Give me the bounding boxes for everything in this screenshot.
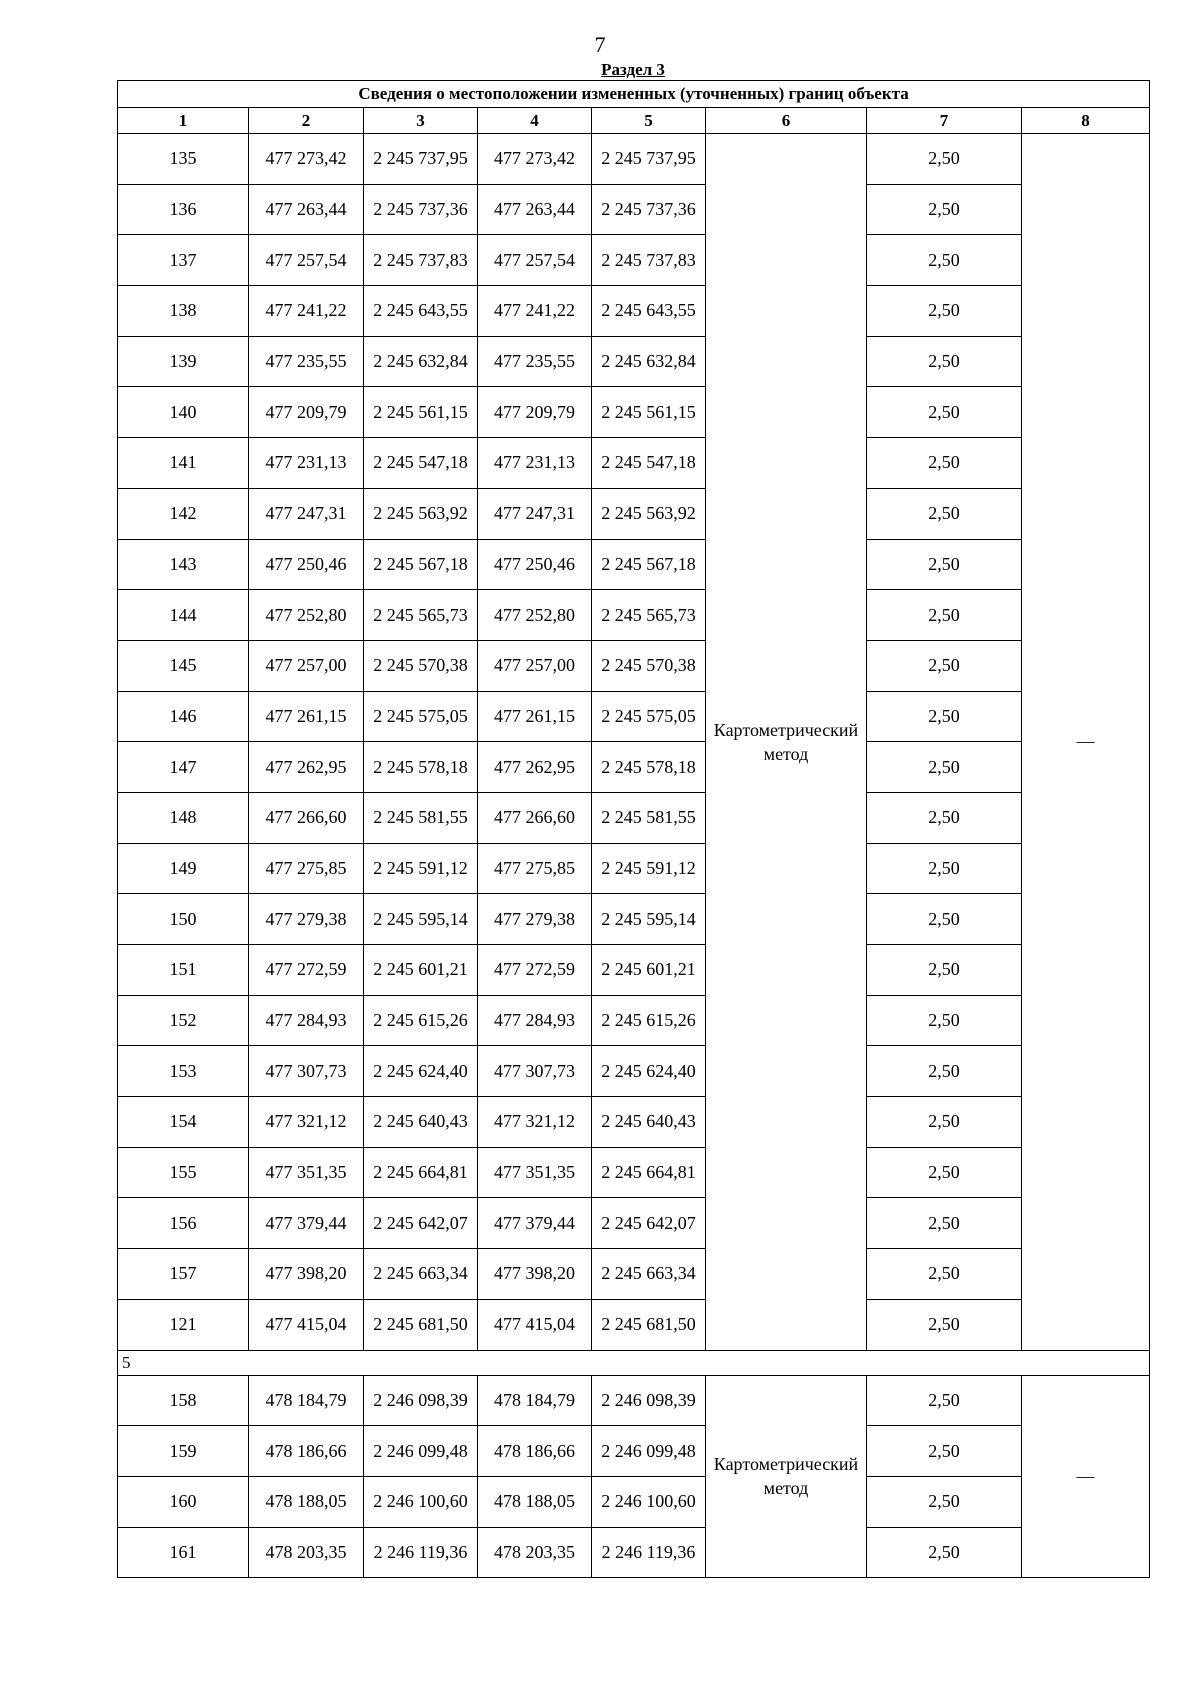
y-existing-cell: 2 245 565,73 xyxy=(364,590,478,641)
method-cell: Картометрический метод xyxy=(706,134,867,1351)
x-new-cell: 477 263,44 xyxy=(478,184,592,235)
y-existing-cell: 2 245 570,38 xyxy=(364,640,478,691)
precision-cell: 2,50 xyxy=(867,539,1022,590)
point-number-cell: 140 xyxy=(118,387,249,438)
y-existing-cell: 2 246 119,36 xyxy=(364,1527,478,1578)
x-new-cell: 477 261,15 xyxy=(478,691,592,742)
x-existing-cell: 477 415,04 xyxy=(249,1299,364,1350)
precision-cell: 2,50 xyxy=(867,1527,1022,1578)
x-existing-cell: 477 284,93 xyxy=(249,995,364,1046)
x-new-cell: 477 250,46 xyxy=(478,539,592,590)
table-row xyxy=(118,1299,1150,1350)
x-new-cell: 477 241,22 xyxy=(478,286,592,337)
y-existing-cell: 2 245 561,15 xyxy=(364,387,478,438)
y-existing-cell: 2 246 098,39 xyxy=(364,1375,478,1426)
precision-cell: 2,50 xyxy=(867,894,1022,945)
table-row xyxy=(118,1375,1150,1426)
column-number: 2 xyxy=(249,108,364,134)
x-existing-cell: 478 184,79 xyxy=(249,1375,364,1426)
point-number-cell: 159 xyxy=(118,1426,249,1477)
x-existing-cell: 477 307,73 xyxy=(249,1046,364,1097)
y-new-cell: 2 245 595,14 xyxy=(592,894,706,945)
coordinates-table xyxy=(117,80,1150,1578)
x-new-cell: 477 266,60 xyxy=(478,792,592,843)
precision-cell: 2,50 xyxy=(867,691,1022,742)
y-existing-cell: 2 245 595,14 xyxy=(364,894,478,945)
x-new-cell: 477 351,35 xyxy=(478,1147,592,1198)
y-new-cell: 2 245 640,43 xyxy=(592,1097,706,1148)
x-new-cell: 477 321,12 xyxy=(478,1097,592,1148)
column-number: 7 xyxy=(867,108,1022,134)
point-number-cell: 137 xyxy=(118,235,249,286)
y-new-cell: 2 245 570,38 xyxy=(592,640,706,691)
table-row xyxy=(118,995,1150,1046)
table-row xyxy=(118,235,1150,286)
table-row xyxy=(118,438,1150,489)
point-number-cell: 160 xyxy=(118,1476,249,1527)
table-row xyxy=(118,387,1150,438)
point-number-cell: 157 xyxy=(118,1249,249,1300)
y-new-cell: 2 245 575,05 xyxy=(592,691,706,742)
table-row xyxy=(118,1527,1150,1578)
table-row xyxy=(118,843,1150,894)
precision-cell: 2,50 xyxy=(867,1476,1022,1527)
precision-cell: 2,50 xyxy=(867,336,1022,387)
y-new-cell: 2 245 578,18 xyxy=(592,742,706,793)
table-row xyxy=(118,1249,1150,1300)
table-row xyxy=(118,539,1150,590)
y-new-cell: 2 245 547,18 xyxy=(592,438,706,489)
table-row xyxy=(118,792,1150,843)
precision-cell: 2,50 xyxy=(867,286,1022,337)
y-new-cell: 2 245 663,34 xyxy=(592,1249,706,1300)
precision-cell: 2,50 xyxy=(867,438,1022,489)
y-new-cell: 2 245 567,18 xyxy=(592,539,706,590)
precision-cell: 2,50 xyxy=(867,1299,1022,1350)
x-new-cell: 477 415,04 xyxy=(478,1299,592,1350)
y-new-cell: 2 245 561,15 xyxy=(592,387,706,438)
y-new-cell: 2 245 615,26 xyxy=(592,995,706,1046)
table-row xyxy=(118,286,1150,337)
x-new-cell: 477 273,42 xyxy=(478,134,592,185)
x-new-cell: 477 398,20 xyxy=(478,1249,592,1300)
precision-cell: 2,50 xyxy=(867,590,1022,641)
point-number-cell: 144 xyxy=(118,590,249,641)
x-new-cell: 478 203,35 xyxy=(478,1527,592,1578)
x-existing-cell: 478 203,35 xyxy=(249,1527,364,1578)
precision-cell: 2,50 xyxy=(867,640,1022,691)
y-new-cell: 2 245 681,50 xyxy=(592,1299,706,1350)
y-new-cell: 2 246 098,39 xyxy=(592,1375,706,1426)
group-label-row xyxy=(118,1350,1150,1375)
x-new-cell: 477 279,38 xyxy=(478,894,592,945)
y-existing-cell: 2 245 632,84 xyxy=(364,336,478,387)
table-row xyxy=(118,640,1150,691)
y-new-cell: 2 245 632,84 xyxy=(592,336,706,387)
point-number-cell: 146 xyxy=(118,691,249,742)
precision-cell: 2,50 xyxy=(867,1147,1022,1198)
table-row xyxy=(118,488,1150,539)
y-existing-cell: 2 245 624,40 xyxy=(364,1046,478,1097)
y-existing-cell: 2 246 099,48 xyxy=(364,1426,478,1477)
column-number: 1 xyxy=(118,108,249,134)
precision-cell: 2,50 xyxy=(867,1375,1022,1426)
point-number-cell: 150 xyxy=(118,894,249,945)
precision-cell: 2,50 xyxy=(867,387,1022,438)
x-existing-cell: 477 209,79 xyxy=(249,387,364,438)
y-existing-cell: 2 245 737,83 xyxy=(364,235,478,286)
column-number: 3 xyxy=(364,108,478,134)
y-existing-cell: 2 245 547,18 xyxy=(364,438,478,489)
table-row xyxy=(118,184,1150,235)
y-existing-cell: 2 245 578,18 xyxy=(364,742,478,793)
x-existing-cell: 477 247,31 xyxy=(249,488,364,539)
y-new-cell: 2 245 565,73 xyxy=(592,590,706,641)
table-row xyxy=(118,1046,1150,1097)
y-new-cell: 2 245 591,12 xyxy=(592,843,706,894)
point-number-cell: 147 xyxy=(118,742,249,793)
table-row xyxy=(118,1147,1150,1198)
y-existing-cell: 2 245 737,95 xyxy=(364,134,478,185)
x-new-cell: 477 275,85 xyxy=(478,843,592,894)
x-existing-cell: 477 275,85 xyxy=(249,843,364,894)
x-existing-cell: 477 261,15 xyxy=(249,691,364,742)
column-number: 6 xyxy=(706,108,867,134)
x-new-cell: 477 247,31 xyxy=(478,488,592,539)
note-cell: — xyxy=(1022,134,1150,1351)
point-number-cell: 145 xyxy=(118,640,249,691)
x-new-cell: 477 252,80 xyxy=(478,590,592,641)
precision-cell: 2,50 xyxy=(867,792,1022,843)
y-new-cell: 2 246 099,48 xyxy=(592,1426,706,1477)
x-existing-cell: 477 321,12 xyxy=(249,1097,364,1148)
x-new-cell: 477 379,44 xyxy=(478,1198,592,1249)
point-number-cell: 138 xyxy=(118,286,249,337)
column-numbers-row xyxy=(118,108,1150,134)
x-existing-cell: 477 379,44 xyxy=(249,1198,364,1249)
x-existing-cell: 477 398,20 xyxy=(249,1249,364,1300)
point-number-cell: 156 xyxy=(118,1198,249,1249)
y-new-cell: 2 245 643,55 xyxy=(592,286,706,337)
y-new-cell: 2 245 581,55 xyxy=(592,792,706,843)
y-existing-cell: 2 245 643,55 xyxy=(364,286,478,337)
x-existing-cell: 477 252,80 xyxy=(249,590,364,641)
y-existing-cell: 2 245 563,92 xyxy=(364,488,478,539)
column-number: 5 xyxy=(592,108,706,134)
y-existing-cell: 2 245 664,81 xyxy=(364,1147,478,1198)
x-existing-cell: 477 250,46 xyxy=(249,539,364,590)
table-row xyxy=(118,945,1150,996)
point-number-cell: 121 xyxy=(118,1299,249,1350)
precision-cell: 2,50 xyxy=(867,1097,1022,1148)
precision-cell: 2,50 xyxy=(867,134,1022,185)
note-cell: — xyxy=(1022,1375,1150,1578)
precision-cell: 2,50 xyxy=(867,1249,1022,1300)
point-number-cell: 155 xyxy=(118,1147,249,1198)
table-row xyxy=(118,894,1150,945)
x-existing-cell: 477 262,95 xyxy=(249,742,364,793)
precision-cell: 2,50 xyxy=(867,945,1022,996)
section-title: Раздел 3 xyxy=(601,60,665,79)
y-new-cell: 2 245 642,07 xyxy=(592,1198,706,1249)
precision-cell: 2,50 xyxy=(867,184,1022,235)
x-existing-cell: 478 188,05 xyxy=(249,1476,364,1527)
x-existing-cell: 477 257,00 xyxy=(249,640,364,691)
y-existing-cell: 2 245 642,07 xyxy=(364,1198,478,1249)
point-number-cell: 149 xyxy=(118,843,249,894)
precision-cell: 2,50 xyxy=(867,995,1022,1046)
x-existing-cell: 477 272,59 xyxy=(249,945,364,996)
precision-cell: 2,50 xyxy=(867,1046,1022,1097)
point-number-cell: 151 xyxy=(118,945,249,996)
column-number: 8 xyxy=(1022,108,1150,134)
precision-cell: 2,50 xyxy=(867,1198,1022,1249)
y-existing-cell: 2 245 591,12 xyxy=(364,843,478,894)
y-new-cell: 2 246 119,36 xyxy=(592,1527,706,1578)
precision-cell: 2,50 xyxy=(867,1426,1022,1477)
group-label: 5 xyxy=(118,1350,1150,1375)
y-existing-cell: 2 245 663,34 xyxy=(364,1249,478,1300)
y-existing-cell: 2 245 581,55 xyxy=(364,792,478,843)
method-cell: Картометрический метод xyxy=(706,1375,867,1578)
y-existing-cell: 2 245 601,21 xyxy=(364,945,478,996)
precision-cell: 2,50 xyxy=(867,742,1022,793)
y-new-cell: 2 245 737,95 xyxy=(592,134,706,185)
y-new-cell: 2 245 601,21 xyxy=(592,945,706,996)
x-new-cell: 477 235,55 xyxy=(478,336,592,387)
table-row xyxy=(118,1198,1150,1249)
table-row xyxy=(118,1097,1150,1148)
x-existing-cell: 477 231,13 xyxy=(249,438,364,489)
x-new-cell: 478 184,79 xyxy=(478,1375,592,1426)
y-new-cell: 2 245 624,40 xyxy=(592,1046,706,1097)
y-new-cell: 2 245 664,81 xyxy=(592,1147,706,1198)
point-number-cell: 142 xyxy=(118,488,249,539)
table-row xyxy=(118,134,1150,185)
table-row xyxy=(118,691,1150,742)
y-existing-cell: 2 245 567,18 xyxy=(364,539,478,590)
point-number-cell: 141 xyxy=(118,438,249,489)
precision-cell: 2,50 xyxy=(867,235,1022,286)
y-existing-cell: 2 245 615,26 xyxy=(364,995,478,1046)
table-body xyxy=(118,134,1150,1578)
x-new-cell: 477 257,00 xyxy=(478,640,592,691)
x-new-cell: 478 188,05 xyxy=(478,1476,592,1527)
x-new-cell: 477 262,95 xyxy=(478,742,592,793)
table-row xyxy=(118,590,1150,641)
x-existing-cell: 477 241,22 xyxy=(249,286,364,337)
x-existing-cell: 477 263,44 xyxy=(249,184,364,235)
y-new-cell: 2 245 737,83 xyxy=(592,235,706,286)
x-existing-cell: 477 279,38 xyxy=(249,894,364,945)
point-number-cell: 135 xyxy=(118,134,249,185)
point-number-cell: 153 xyxy=(118,1046,249,1097)
x-existing-cell: 477 266,60 xyxy=(249,792,364,843)
point-number-cell: 139 xyxy=(118,336,249,387)
point-number-cell: 152 xyxy=(118,995,249,1046)
point-number-cell: 136 xyxy=(118,184,249,235)
x-existing-cell: 477 235,55 xyxy=(249,336,364,387)
table-row xyxy=(118,1476,1150,1527)
x-existing-cell: 477 273,42 xyxy=(249,134,364,185)
x-new-cell: 477 272,59 xyxy=(478,945,592,996)
x-new-cell: 477 209,79 xyxy=(478,387,592,438)
point-number-cell: 148 xyxy=(118,792,249,843)
y-existing-cell: 2 245 681,50 xyxy=(364,1299,478,1350)
table-row xyxy=(118,1426,1150,1477)
y-new-cell: 2 245 563,92 xyxy=(592,488,706,539)
table-row xyxy=(118,742,1150,793)
point-number-cell: 158 xyxy=(118,1375,249,1426)
precision-cell: 2,50 xyxy=(867,488,1022,539)
y-existing-cell: 2 245 640,43 xyxy=(364,1097,478,1148)
y-existing-cell: 2 245 575,05 xyxy=(364,691,478,742)
page-number: 7 xyxy=(594,32,606,57)
x-existing-cell: 478 186,66 xyxy=(249,1426,364,1477)
x-new-cell: 478 186,66 xyxy=(478,1426,592,1477)
y-existing-cell: 2 246 100,60 xyxy=(364,1476,478,1527)
table-caption: Сведения о местоположении измененных (уточненных) границ объекта xyxy=(118,81,1150,108)
y-new-cell: 2 245 737,36 xyxy=(592,184,706,235)
x-new-cell: 477 284,93 xyxy=(478,995,592,1046)
precision-cell: 2,50 xyxy=(867,843,1022,894)
table-row xyxy=(118,336,1150,387)
x-existing-cell: 477 351,35 xyxy=(249,1147,364,1198)
point-number-cell: 154 xyxy=(118,1097,249,1148)
x-new-cell: 477 307,73 xyxy=(478,1046,592,1097)
point-number-cell: 161 xyxy=(118,1527,249,1578)
x-new-cell: 477 257,54 xyxy=(478,235,592,286)
x-new-cell: 477 231,13 xyxy=(478,438,592,489)
y-new-cell: 2 246 100,60 xyxy=(592,1476,706,1527)
y-existing-cell: 2 245 737,36 xyxy=(364,184,478,235)
point-number-cell: 143 xyxy=(118,539,249,590)
x-existing-cell: 477 257,54 xyxy=(249,235,364,286)
column-number: 4 xyxy=(478,108,592,134)
